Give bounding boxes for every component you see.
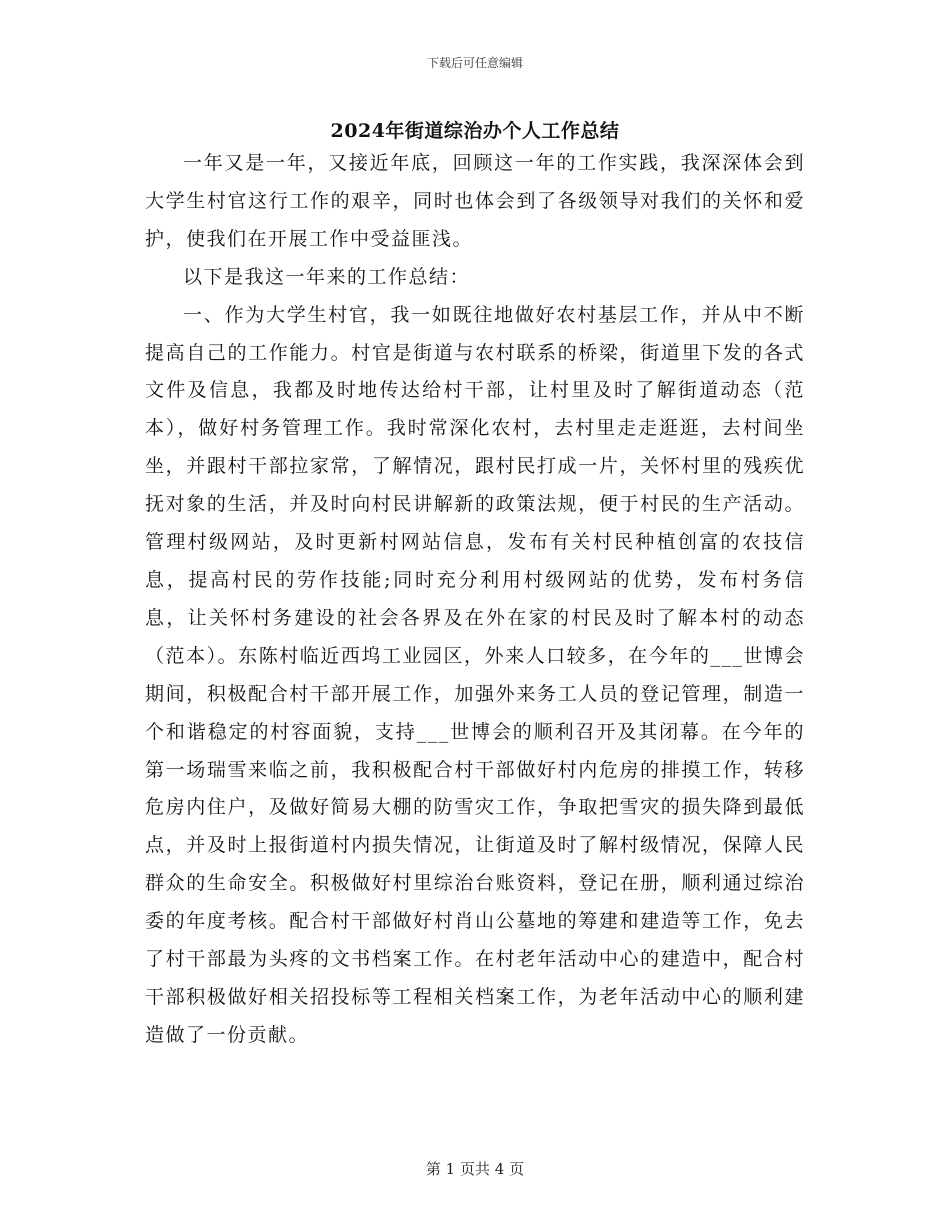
summary-lead-paragraph: 以下是我这一年来的工作总结： (183, 265, 471, 288)
header-note: 下载后可任意编辑 (426, 56, 523, 70)
document-body (145, 145, 805, 1055)
intro-paragraph: 一年又是一年，又接近年底，回顾这一年的工作实践，我深深体会到大学生村官这行工作的艰辛，同时也体会到了各级领导对我们的关怀和爱护，使我们在开展工作中受益匪浅。 (145, 152, 805, 250)
section-one-paragraph: 一、作为大学生村官，我一如既往地做好农村基层工作，并从中不断提高自己的工作能力。村官是街道与农村联系的桥梁，街道里下发的各式文件及信息，我都及时地传达给村干部，让村里及时了解街道动态（范本），做好村务管理工作。我时常深化农村，去村里走走逛逛，去村间坐坐，并跟村干部拉家常，了解情况，跟村民打成一片，关怀村里的残疾优抚对象的生活，并及时向村民讲解新的政策法规，便于村民的生产活动。管理村级网站，及时更新村网站信息，发布有关村民种植创富的农技信息，提高村民的劳作技能;同时充分利用村级网站的优势，发布村务信息，让关怀村务建设的社会各界及在外在家的村民及时了解本村的动态（范本）。东陈村临近西坞工业园区，外来人口较多，在今年的___世博会期间，积极配合村干部开展工作，加强外来务工人员的登记管理，制造一个和谐稳定的村容面貌，支持___世博会的顺利召开及其闭幕。在今年的第一场瑞雪来临之前，我积极配合村干部做好村内危房的排摸工作，转移危房内住户，及做好简易大棚的防雪灾工作，争取把雪灾的损失降到最低点，并及时上报街道村内损失情况，让街道及时了解村级情况，保障人民群众的生命安全。积极做好村里综治台账资料，登记在册，顺利通过综治委的年度考核。配合村干部做好村肖山公墓地的筹建和建造等工作，免去了村干部最为头疼的文书档案工作。在村老年活动中心的建造中，配合村干部积极做好相关招投标等工程相关档案工作，为老年活动中心的顺利建造做了一份贡献。 (145, 303, 805, 1046)
document-title: 2024年街道综治办个人工作总结 (330, 120, 620, 142)
page-number: 第 1 页共 4 页 (425, 1160, 525, 1178)
